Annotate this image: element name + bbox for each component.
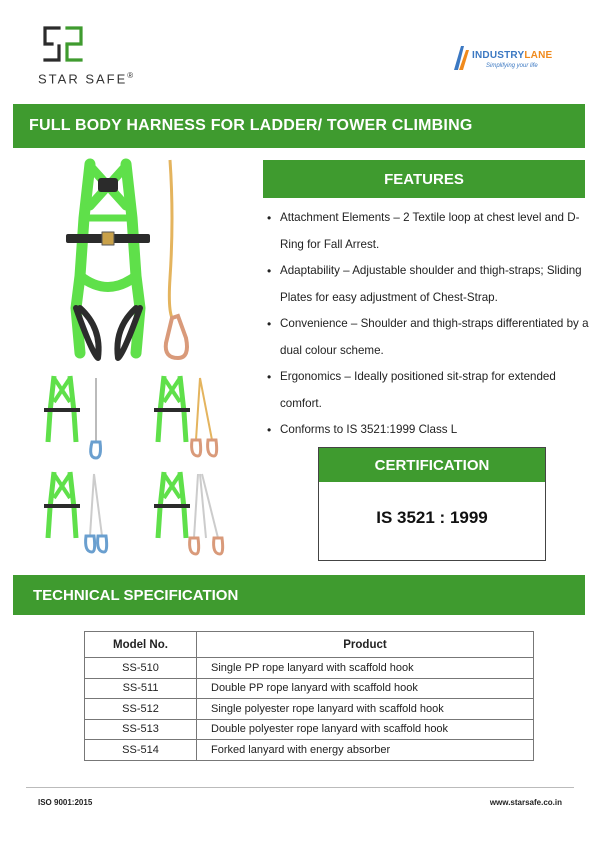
footer-website[interactable]: www.starsafe.co.in (489, 798, 562, 807)
table-header-row (85, 632, 534, 658)
starsafe-logo (38, 24, 148, 86)
model-cell: SS-511 (85, 678, 197, 699)
feature-item: • Conforms to IS 3521:1999 Class L (264, 417, 594, 444)
starsafe-logo-icon (42, 24, 84, 64)
column-header-model: Model No. (85, 632, 197, 658)
brand-name: STAR SAFE® (38, 71, 134, 87)
feature-item: • Attachment Elements – 2 Textile loop at chest level and D- Ring for Fall Arrest. (264, 205, 594, 258)
feature-item: • Adaptability – Adjustable shoulder and thigh-straps; Sliding Plates for easy adjustment of Chest-Strap. (264, 258, 594, 311)
industrylane-logo-icon (452, 44, 470, 72)
certification-heading: CERTIFICATION (319, 448, 545, 482)
table-row (85, 719, 534, 740)
spec-table (84, 631, 534, 761)
features-list (264, 205, 594, 444)
table-row (85, 658, 534, 679)
model-cell: SS-510 (85, 658, 197, 679)
feature-item: • Convenience – Shoulder and thigh-straps differentiated by a dual colour scheme. (264, 311, 594, 364)
technical-heading: TECHNICAL SPECIFICATION (13, 575, 585, 615)
product-thumb-ss513 (150, 468, 228, 558)
column-header-product: Product (197, 632, 534, 658)
partner-tagline: Simplifying your life (486, 63, 538, 69)
industrylane-logo (452, 42, 572, 76)
certification-value: IS 3521 : 1999 (376, 508, 488, 527)
table-row (85, 740, 534, 761)
page-title: FULL BODY HARNESS FOR LADDER/ TOWER CLIMBING (13, 104, 585, 148)
lanyard-image (156, 158, 196, 363)
partner-name: INDUSTRYLANE (472, 50, 553, 61)
product-cell: Single PP rope lanyard with scaffold hook (197, 658, 534, 679)
model-cell: SS-513 (85, 719, 197, 740)
model-cell: SS-514 (85, 740, 197, 761)
product-thumb-ss510 (40, 372, 118, 462)
product-cell: Single polyester rope lanyard with scaffold hook (197, 699, 534, 720)
product-cell: Double PP rope lanyard with scaffold hook (197, 678, 534, 699)
footer-iso: ISO 9001:2015 (38, 798, 93, 807)
table-row (85, 699, 534, 720)
product-cell: Forked lanyard with energy absorber (197, 740, 534, 761)
product-thumb-ss511 (150, 372, 228, 462)
model-cell: SS-512 (85, 699, 197, 720)
product-thumb-ss512 (40, 468, 118, 558)
table-row (85, 678, 534, 699)
feature-item: • Ergonomics – Ideally positioned sit-strap for extended comfort. (264, 364, 594, 417)
features-heading: FEATURES (263, 160, 585, 198)
harness-image (62, 158, 154, 368)
footer-divider (26, 787, 574, 788)
product-cell: Double polyester rope lanyard with scaffold hook (197, 719, 534, 740)
certification-box (318, 447, 546, 561)
